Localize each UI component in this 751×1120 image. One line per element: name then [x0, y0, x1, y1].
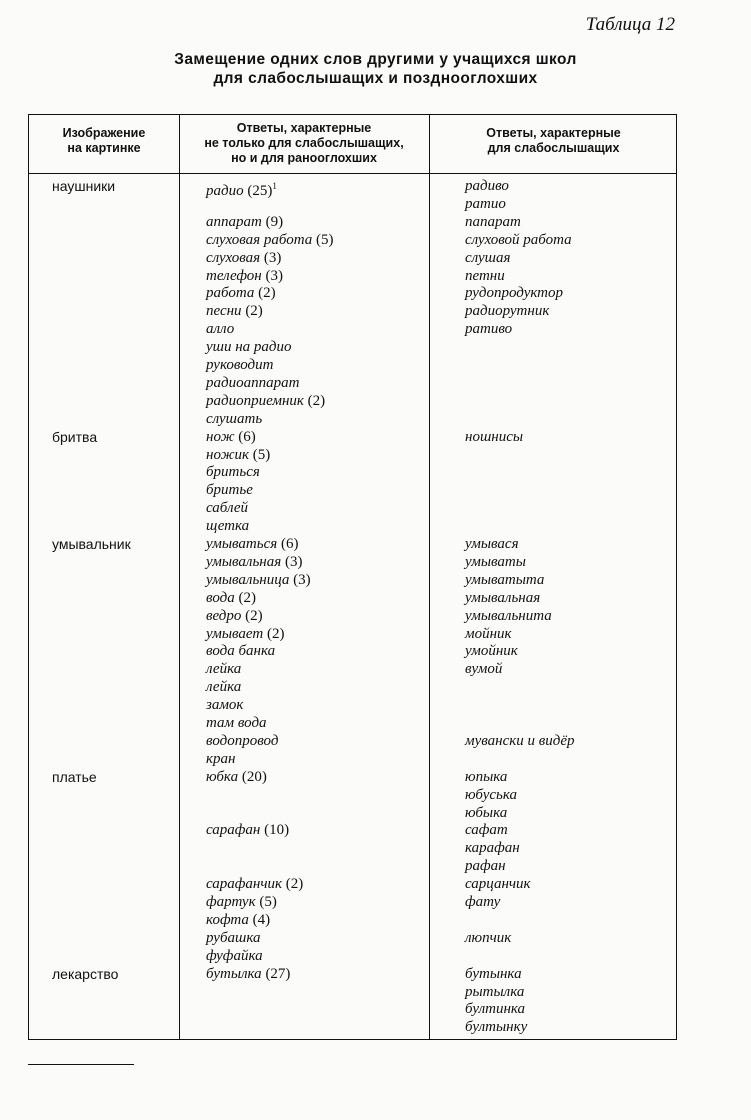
- header-line: Ответы, характерные: [486, 126, 621, 140]
- common-answer-cell: [206, 429, 256, 447]
- header-divider: [29, 173, 676, 174]
- header-line: не только для слабослышащих,: [204, 136, 404, 150]
- answer-count: (2): [254, 285, 276, 302]
- hard-of-hearing-answer-cell: папарат: [465, 213, 521, 230]
- common-answer-cell: [206, 339, 292, 357]
- common-answer-cell: [206, 948, 263, 966]
- answer-word: песни: [206, 303, 242, 320]
- common-answer-cell: [206, 411, 262, 429]
- hard-of-hearing-answer-cell: радиво: [465, 178, 509, 194]
- hard-of-hearing-answer-cell: юпыка: [465, 768, 508, 785]
- picture-cell: умывальник: [52, 536, 131, 552]
- hard-of-hearing-answer-cell: бутынка: [465, 965, 522, 982]
- hard-of-hearing-answer-cell: сарцанчик: [465, 876, 531, 893]
- answer-count: (6): [234, 428, 256, 445]
- answer-word: слушать: [206, 410, 263, 427]
- common-answer-cell: [206, 679, 241, 697]
- answer-word: радиоприемник: [206, 392, 304, 409]
- header-line: Изображение: [62, 126, 146, 140]
- common-answer-cell: [206, 912, 270, 930]
- table-title-line: для слабослышащих и позднооглохших: [213, 70, 538, 87]
- table-title-line: Замещение одних слов другими у учащихся школ: [174, 51, 577, 68]
- answer-count: (2): [303, 392, 326, 409]
- answer-word: кран: [206, 750, 236, 767]
- answer-count: (3): [260, 249, 282, 266]
- answer-word: кофта: [206, 911, 249, 928]
- common-answer-cell: [206, 214, 283, 232]
- answer-word: радио: [206, 183, 244, 199]
- common-answer-cell: [206, 554, 302, 572]
- common-answer-cell: [206, 482, 253, 500]
- hard-of-hearing-answer-cell: слуховой работа: [465, 231, 572, 248]
- header-common-answers: [179, 121, 429, 166]
- answer-word: бриться: [206, 464, 260, 481]
- common-answer-cell: [206, 321, 234, 339]
- common-answer-cell: [206, 751, 235, 769]
- common-answer-cell: [206, 643, 275, 661]
- answer-word: лейка: [206, 679, 242, 696]
- answer-count: (6): [277, 536, 299, 552]
- answer-word: умывальница: [206, 571, 290, 588]
- footnote-separator: [28, 1064, 134, 1065]
- picture-cell: платье: [52, 768, 97, 785]
- common-answer-cell: [206, 536, 298, 554]
- answer-word: замок: [206, 697, 244, 714]
- answer-word: вода банка: [206, 643, 276, 660]
- answer-word: водопровод: [206, 732, 279, 749]
- answer-word: бритье: [206, 482, 253, 499]
- answer-word: там вода: [206, 715, 267, 731]
- header-hard-of-hearing-answers: [429, 126, 678, 156]
- answer-count: (2): [241, 303, 263, 320]
- common-answer-cell: [206, 626, 284, 644]
- header-line: но и для ранооглохших: [231, 151, 377, 165]
- hard-of-hearing-answer-cell: карафан: [465, 840, 520, 857]
- hard-of-hearing-answer-cell: сафат: [465, 822, 508, 839]
- hard-of-hearing-answer-cell: умыватыта: [465, 571, 545, 588]
- header-line: Ответы, характерные: [236, 121, 372, 135]
- answer-word: руководит: [206, 357, 274, 373]
- hard-of-hearing-answer-cell: умывальнита: [465, 607, 552, 624]
- answer-count: (5): [255, 894, 277, 910]
- hard-of-hearing-answer-cell: фату: [465, 894, 501, 910]
- answer-word: аппарат: [206, 213, 262, 230]
- answer-count: (9): [261, 213, 284, 230]
- hard-of-hearing-answer-cell: слушая: [465, 249, 511, 266]
- answer-word: нож: [206, 428, 235, 445]
- hard-of-hearing-answer-cell: умывася: [465, 536, 519, 552]
- answer-word: умываться: [206, 536, 278, 552]
- hard-of-hearing-answer-cell: люпчик: [465, 929, 512, 946]
- answer-count: (3): [289, 571, 311, 588]
- answer-word: вода: [206, 589, 235, 606]
- answer-word: слуховая: [206, 249, 261, 266]
- answer-count: (4): [248, 911, 271, 928]
- answer-count: (2): [263, 625, 285, 642]
- answer-word: умывает: [206, 625, 264, 642]
- hard-of-hearing-answer-cell: петни: [465, 267, 505, 284]
- common-answer-cell: [206, 393, 325, 411]
- answer-word: юбка: [206, 768, 239, 785]
- picture-cell: наушники: [52, 178, 116, 194]
- answer-word: сарафанчик: [206, 876, 283, 893]
- hard-of-hearing-answer-cell: юбуська: [465, 786, 518, 803]
- hard-of-hearing-answer-cell: мойник: [465, 625, 512, 642]
- common-answer-cell: [206, 464, 260, 482]
- answer-word: ножик: [206, 446, 250, 463]
- picture-cell: лекарство: [52, 965, 119, 982]
- common-answer-cell: [206, 715, 267, 733]
- answer-count: (3): [281, 553, 303, 570]
- common-answer-cell: [206, 733, 278, 751]
- common-answer-cell: [206, 572, 311, 590]
- picture-cell: бритва: [52, 428, 98, 445]
- hard-of-hearing-answer-cell: рудопродуктор: [465, 285, 564, 302]
- answer-word: бутылка: [206, 965, 262, 982]
- footnote-marker: 1: [272, 181, 277, 191]
- answer-count: (3): [261, 267, 283, 284]
- answer-word: радиоаппарат: [206, 374, 300, 391]
- answer-word: щетка: [206, 518, 250, 535]
- hard-of-hearing-answer-cell: рытылка: [465, 983, 525, 1000]
- hard-of-hearing-answer-cell: мувански и видёр: [465, 732, 575, 749]
- common-answer-cell: [206, 285, 276, 303]
- common-answer-cell: [206, 608, 263, 626]
- words-table: [28, 114, 677, 1040]
- common-answer-cell: [206, 876, 303, 894]
- answer-word: лейка: [206, 661, 242, 678]
- answer-count: (2): [241, 607, 263, 624]
- hard-of-hearing-answer-cell: вумой: [465, 661, 503, 678]
- table-title: [0, 50, 751, 88]
- answer-count: (20): [238, 768, 267, 785]
- common-answer-cell: [206, 518, 249, 536]
- answer-count: (2): [234, 589, 256, 606]
- header-line: для слабослышащих: [487, 141, 620, 155]
- answer-word: фартук: [206, 894, 256, 910]
- common-answer-cell: [206, 447, 270, 465]
- common-answer-cell: [206, 930, 260, 948]
- common-answer-cell: [206, 894, 277, 912]
- common-answer-cell: [206, 966, 290, 984]
- common-answer-cell: [206, 375, 299, 393]
- header-line: на картинке: [67, 141, 141, 155]
- column-divider: [179, 115, 180, 1039]
- answer-count: (2): [282, 876, 304, 893]
- hard-of-hearing-answer-cell: умывальная: [465, 589, 541, 606]
- hard-of-hearing-answer-cell: ратио: [465, 195, 506, 212]
- hard-of-hearing-answer-cell: ративо: [465, 321, 513, 338]
- common-answer-cell: [206, 590, 256, 608]
- hard-of-hearing-answer-cell: умойник: [465, 643, 518, 660]
- common-answer-cell: [206, 232, 334, 250]
- hard-of-hearing-answer-cell: умываты: [465, 553, 526, 570]
- common-answer-cell: [206, 661, 241, 679]
- common-answer-cell: [206, 357, 273, 375]
- common-answer-cell: [206, 500, 248, 518]
- answer-word: слуховая работа: [206, 231, 313, 248]
- answer-count: (5): [249, 446, 271, 463]
- common-answer-cell: [206, 697, 243, 715]
- answer-word: ведро: [206, 607, 242, 624]
- answer-count: (27): [261, 965, 291, 982]
- hard-of-hearing-answer-cell: радиорутник: [465, 303, 550, 320]
- answer-count: (25): [243, 183, 273, 199]
- common-answer-cell: [206, 250, 281, 268]
- answer-word: саблей: [206, 500, 249, 517]
- common-answer-cell: [206, 268, 283, 286]
- answer-word: рубашка: [206, 929, 261, 946]
- hard-of-hearing-answer-cell: ношнисы: [465, 428, 524, 445]
- answer-count: (5): [312, 231, 334, 248]
- hard-of-hearing-answer-cell: юбыка: [465, 804, 508, 821]
- answer-word: телефон: [206, 267, 262, 284]
- common-answer-cell: [206, 303, 263, 321]
- column-divider: [429, 115, 430, 1039]
- answer-word: алло: [206, 321, 235, 338]
- header-picture: [29, 126, 179, 156]
- common-answer-cell: [206, 822, 289, 840]
- answer-word: уши на радио: [206, 339, 292, 356]
- common-answer-cell: [206, 769, 267, 787]
- common-answer-cell: [206, 178, 277, 201]
- hard-of-hearing-answer-cell: рафан: [465, 858, 506, 875]
- answer-word: умывальная: [206, 553, 282, 570]
- answer-count: (10): [260, 822, 290, 839]
- answer-word: сарафан: [206, 822, 261, 839]
- hard-of-hearing-answer-cell: бултинка: [465, 1001, 526, 1018]
- hard-of-hearing-answer-cell: бултынку: [465, 1019, 528, 1036]
- answer-word: работа: [206, 285, 255, 302]
- answer-word: фуфайка: [206, 947, 263, 964]
- table-number-label: Таблица 12: [585, 14, 675, 35]
